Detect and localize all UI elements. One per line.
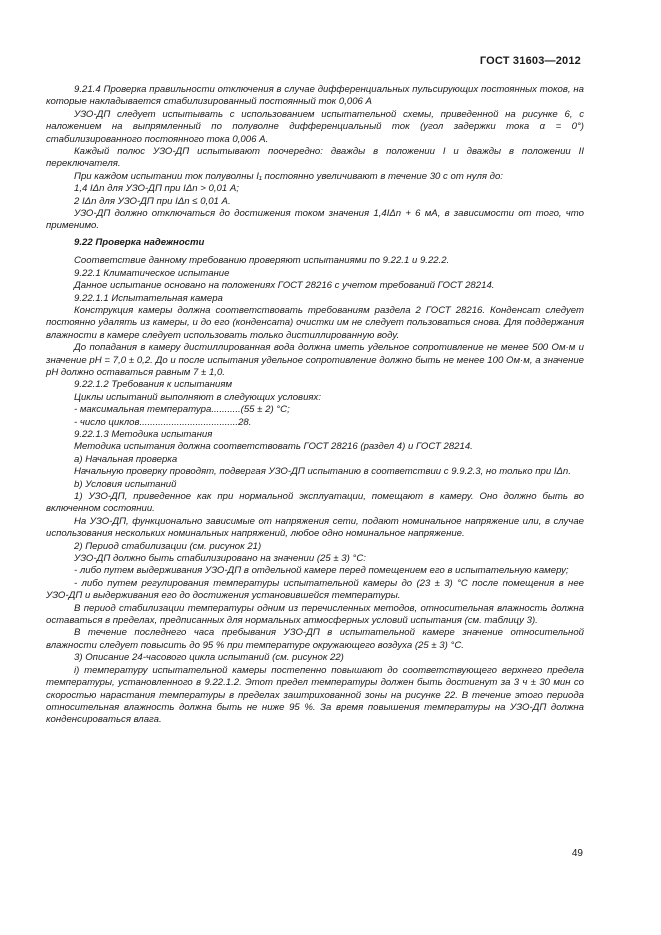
paragraph: В период стабилизации температуры одним из перечисленных методов, относительная влажность должна оставаться в пределах, предписанных для нормальных атмосферных условий испытания (см. таблицу 3). [46, 602, 584, 627]
paragraph: УЗО-ДП должно отключаться до достижения током значения 1,4IΔn + 6 мА, в зависимости от того, что применимо. [46, 208, 584, 232]
paragraph: - либо путем выдерживания УЗО-ДП в отдельной камере перед помещением его в испытательную камеру; [74, 565, 569, 577]
paragraph: 9.22.1.1 Испытательная камера [74, 292, 223, 304]
paragraph: - либо путем регулирования температуры испытательной камеры до (23 ± 3) °С после помещения в нее УЗО-ДП и выдерживания его до достижения установившейся температуры. [46, 577, 584, 602]
paragraph: 1,4 IΔn для УЗО-ДП при IΔn > 0,01 А; [74, 183, 239, 195]
page-body [46, 84, 584, 727]
paragraph: Циклы испытаний выполняют в следующих условиях: [74, 391, 321, 403]
paragraph: b) Условия испытаний [74, 478, 177, 490]
paragraph: 3) Описание 24-часового цикла испытаний (см. рисунок 22) [74, 652, 344, 664]
paragraph: 1) УЗО-ДП, приведенное как при нормальной эксплуатации, помещают в камеру. Оно должно быть во включенном состоянии. [46, 491, 584, 515]
paragraph: - максимальная температура...........(55 ± 2) °С; [74, 404, 290, 416]
paragraph: 9.21.4 Проверка правильности отключения в случае дифференциальных пульсирующих постоянных токов, на которые накладывается стабилизированный постоянный ток 0,006 А [46, 84, 584, 108]
paragraph: До попадания в камеру дистиллированная вода должна иметь удельное сопротивление не менее 500 Ом·м и значение pH = 7,0 ± 0,2. До и после испытания удельное сопротивление должно быть не менее 100 Ом·м, а значение pH должно оставаться равным 7 ± 1,0. [46, 342, 584, 378]
paragraph: Данное испытание основано на положениях ГОСТ 28216 с учетом требований ГОСТ 28214. [74, 280, 495, 292]
paragraph: При каждом испытании ток полуволны I₁ постоянно увеличивают в течение 30 с от нуля до: [74, 170, 503, 182]
paragraph: 2) Период стабилизации (см. рисунок 21) [74, 540, 262, 552]
paragraph: 9.22.1 Климатическое испытание [74, 267, 230, 279]
paragraph: УЗО-ДП должно быть стабилизировано на значении (25 ± 3) °С: [74, 553, 366, 565]
paragraph: Соответствие данному требованию проверяют испытаниями по 9.22.1 и 9.22.2. [74, 255, 450, 267]
paragraph: Начальную проверку проводят, подвергая УЗО-ДП испытанию в соответствии с 9.9.2.3, но только при IΔn. [74, 466, 571, 478]
paragraph: На УЗО-ДП, функционально зависимые от напряжения сети, подают номинальное напряжение или, в случае использования нескольких номинальных напряжений, любое одно номинальное напряжение. [46, 515, 584, 540]
paragraph: Каждый полюс УЗО-ДП испытывают поочередно: дважды в положении I и дважды в положении II переключателя. [46, 146, 584, 170]
paragraph: УЗО-ДП следует испытывать с использованием испытательной схемы, приведенной на рисунке 6, с наложением на выпрямленный по полуволне дифференциальный ток (угол задержки тока α = 0°) стабилизированного постоянного тока 0,006 А. [46, 108, 584, 145]
paragraph: Конструкция камеры должна соответствовать требованиям раздела 2 ГОСТ 28216. Конденсат следует постоянно удалять из камеры, и до его (конденсата) очистки им не следует пользоваться снова. Для поддержания влажности в камере следует использовать только дистиллированную воду. [46, 304, 584, 341]
paragraph: Методика испытания должна соответствовать ГОСТ 28216 (раздел 4) и ГОСТ 28214. [74, 441, 473, 453]
section-heading: 9.22 Проверка надежности [74, 236, 205, 248]
paragraph: i) температуру испытательной камеры постепенно повышают до соответствующего верхнего предела температуры, установленного в 9.22.1.2. Этот предел температуры должен быть достигнут за 3 ч ± 30 мин со скоростью нарастания температуры в пределах заштрихованной зоны на рисунке 22. В течение этого периода относительная влажность должна быть не ниже 95 %. За время повышения температуры на УЗО-ДП должна конденсироваться влага. [46, 664, 584, 726]
paragraph: а) Начальная проверка [74, 453, 178, 465]
paragraph: В течение последнего часа пребывания УЗО-ДП в испытательной камере значение относительной влажности следует повысить до 95 % при температуре окружающего воздуха (25 ± 3) °С. [46, 627, 584, 651]
paragraph: - число циклов.....................................28. [74, 416, 252, 428]
paragraph: 2 IΔn для УЗО-ДП при IΔn ≤ 0,01 А. [74, 195, 231, 207]
page-header-standard: ГОСТ 31603—2012 [479, 55, 581, 67]
paragraph: 9.22.1.2 Требования к испытаниям [74, 379, 233, 391]
page-number: 49 [571, 848, 583, 859]
paragraph: 9.22.1.3 Методика испытания [74, 428, 213, 440]
